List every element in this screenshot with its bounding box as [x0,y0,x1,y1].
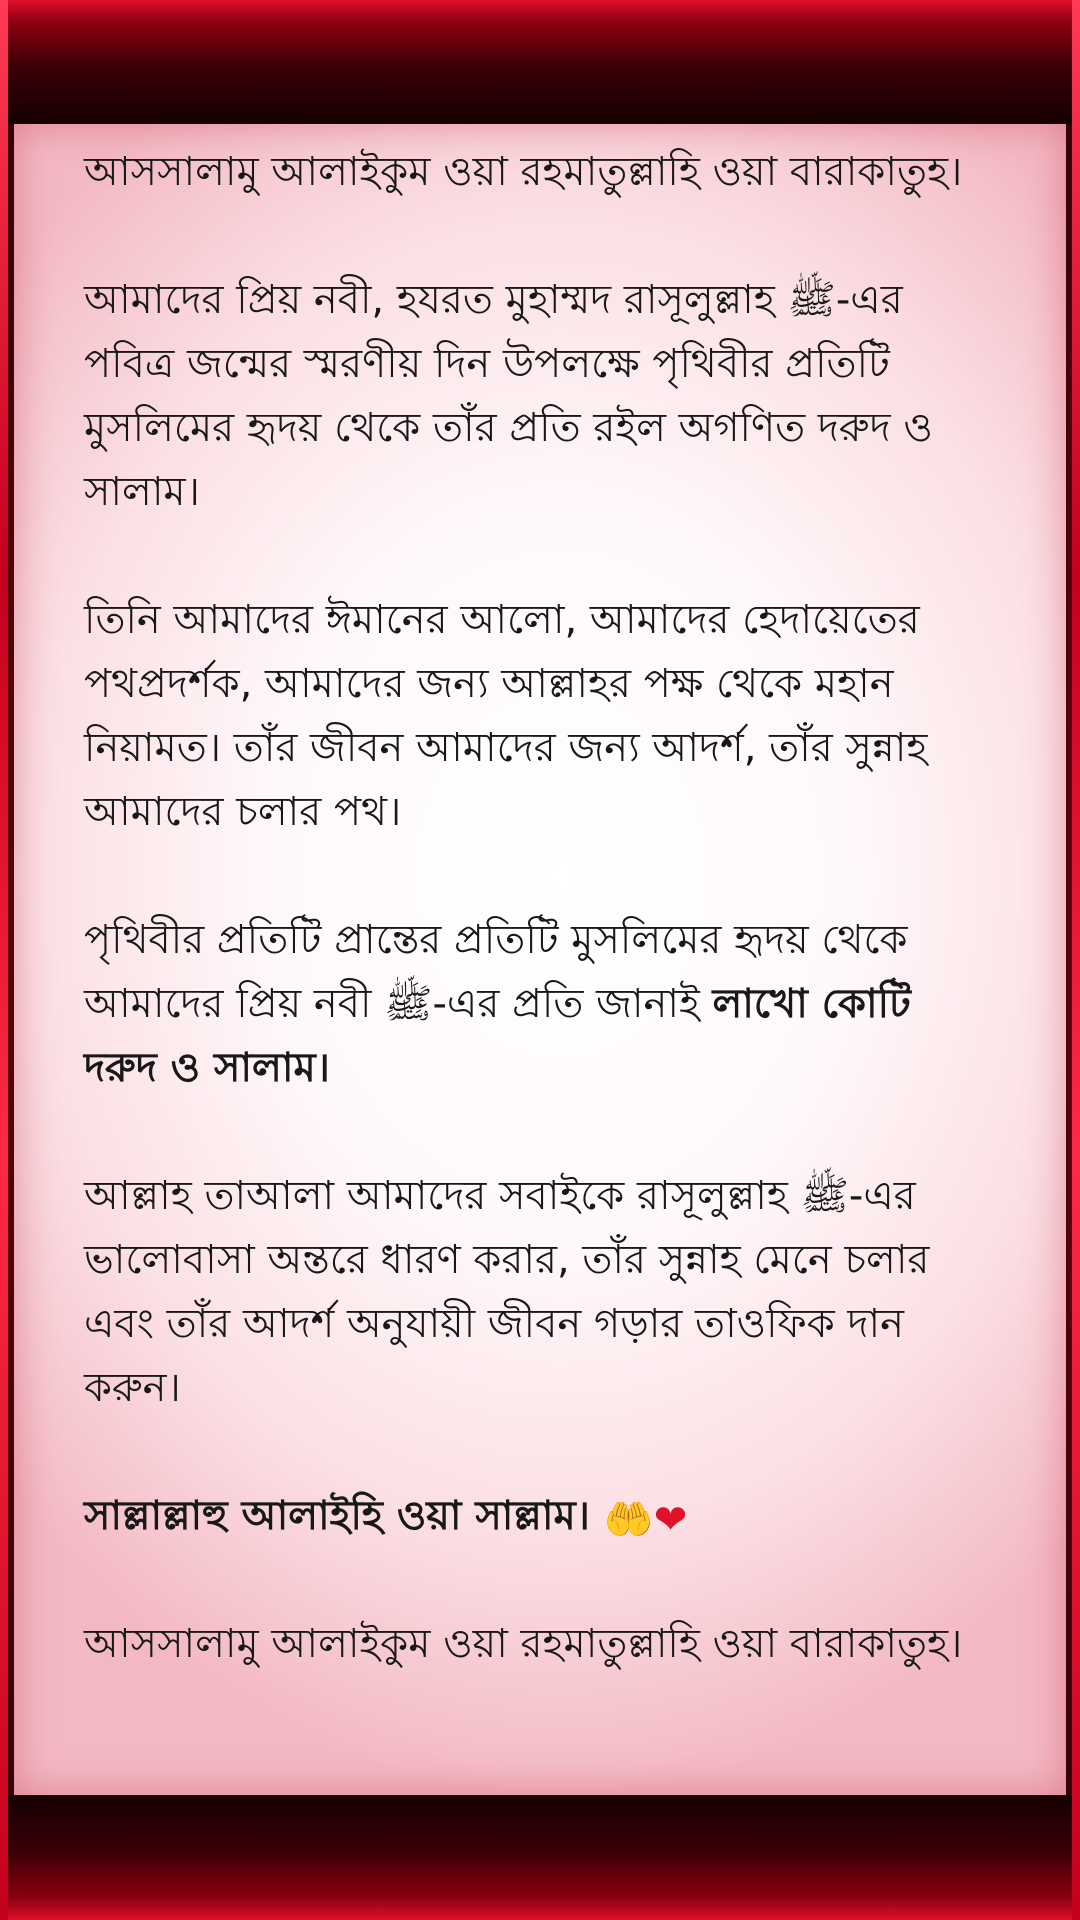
paragraph-durood [84,908,984,1100]
right-frame-edge [1072,0,1080,1920]
paragraph-birth-anniversary: আমাদের প্রিয় নবী, হযরত মুহাম্মদ রাসূলুল্লাহ ﷺ-এর পবিত্র জন্মের স্মরণীয় দিন উপলক্ষে পৃথিবীর প্রতিটি মুসলিমের হৃদয় থেকে তাঁর প্রতি রইল অগণিত দরুদ ও সালাম। [84,277,933,515]
salutation-line [84,1484,984,1548]
paragraph-dua: আল্লাহ তাআলা আমাদের সবাইকে রাসূলুল্লাহ ﷺ-এর ভালোবাসা অন্তরে ধারণ করার, তাঁর সুন্নাহ মেনে চলার এবং তাঁর আদর্শ অনুযায়ী জীবন গড়ার তাওফিক দান করুন। [84,1173,930,1411]
salutation-text: সাল্লাল্লাহু আলাইহি ওয়া সাল্লাম। [84,1493,590,1539]
greeting-closing: আসসালামু আলাইকুম ওয়া রহমাতুল্লাহি ওয়া বারাকাতুহ। [84,1621,963,1667]
top-frame-band [0,0,1080,124]
post-content [84,140,984,1676]
paragraph-durood-bold: লাখো কোটি দরুদ ও সালাম। [84,981,911,1091]
bottom-frame-band [0,1795,1080,1920]
paragraph-durood-text: পৃথিবীর প্রতিটি প্রান্তের প্রতিটি মুসলিমের হৃদয় থেকে আমাদের প্রিয় নবী ﷺ-এর প্রতি জানাই [84,917,908,1027]
left-frame-edge [0,0,8,1920]
greeting-opening: আসসালামু আলাইকুম ওয়া রহমাতুল্লাহি ওয়া বারাকাতুহ। [84,149,963,195]
red-heart-icon: ❤ [653,1497,688,1543]
paragraph-light-of-iman: তিনি আমাদের ঈমানের আলো, আমাদের হেদায়েতের পথপ্রদর্শক, আমাদের জন্য আল্লাহর পক্ষ থেকে মহান নিয়ামত। তাঁর জীবন আমাদের জন্য আদর্শ, তাঁর সুন্নাহ আমাদের চলার পথ। [84,597,928,835]
raised-hands-icon: 🤲 [603,1497,654,1543]
